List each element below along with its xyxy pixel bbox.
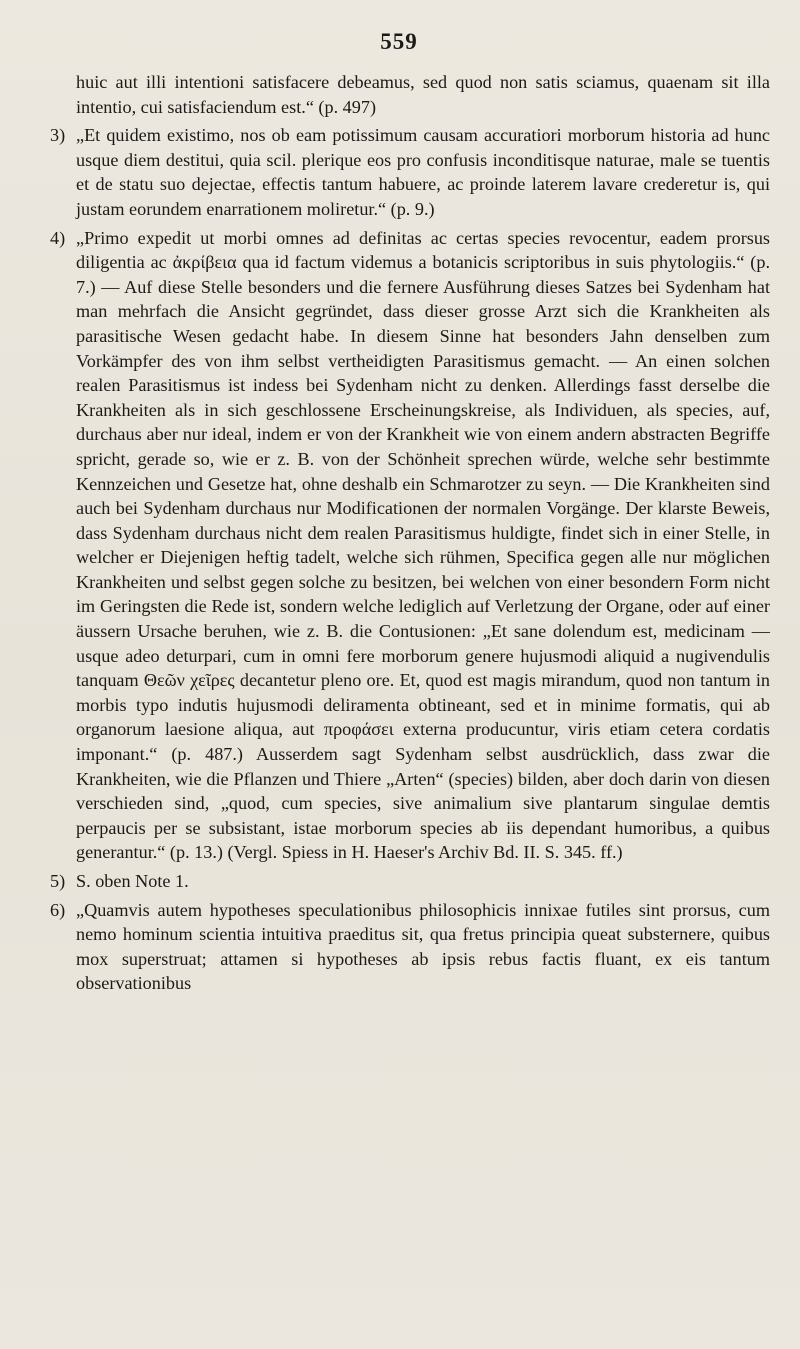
note-text: S. oben Note 1. bbox=[76, 871, 189, 891]
note-number: 4) bbox=[50, 227, 66, 248]
note-text: „Primo expedit ut morbi omnes ad definitas ac certas species revocentur, eadem prorsus diligentia ac ἀκρίβεια qua id factum videmus a botanicis scriptoribus in suis phytologiis.“ (p. 7.) — Auf diese Stelle besonders und die fernere Ausführung dieses Satzes bei Sydenham hat man mehrfach die Ansicht gegründet, dass dieser grosse Arzt sich die Krankheiten als parasitische Wesen gedacht habe. In diesem Sinne hat besonders Jahn denselben zum Vorkämpfer des von ihm selbst vertheidigten Parasitismus gemacht. — An einen solchen realen Parasitismus ist indess bei Sydenham nicht zu denken. Allerdings fasst derselbe die Krankheiten als in sich geschlossene Erscheinungskreise, als Individuen, als species, auf, durchaus aber nur ideal, indem er von der Krankheit wie von einem andern abstracten Begriffe spricht, gerade so, wie er z. B. von der Schönheit sprechen würde, welche sehr bestimmte Kennzeichen und Gesetze hat, ohne deshalb ein Schmarotzer zu seyn. — Die Krankheiten sind auch bei Sydenham durchaus nur Modificationen der normalen Vorgänge. Der klarste Beweis, dass Sydenham durchaus nicht dem realen Parasitismus huldigte, findet sich in einer Stelle, in welcher er Diejenigen heftig tadelt, welche sich rühmen, Specifica gegen alle nur möglichen Krankheiten und selbst gegen solche zu besitzen, bei welchen von einer besondern Form nicht im Geringsten die Rede ist, sondern welche lediglich auf Verletzung der Organe, oder auf einer äussern Ursache beruhen, wie z. B. die Contusionen: „Et sane dolendum est, medicinam — usque adeo deturpari, cum in omni fere morborum genere hujusmodi aliquid a nugivendulis tanquam Θεῶν χεῖρες decantetur pleno ore. Et, quod est magis mirandum, quod non tantum in morbis typo indutis hujusmodi deliramenta obtineant, sed et in minime formatis, qui ab organorum laesione aliqua, aut προφάσει externa producuntur, viris etiam cetera cordatis imponant.“ (p. 487.) Ausserdem sagt Sydenham selbst ausdrücklich, dass zwar die Krankheiten, wie die Pflanzen und Thiere „Arten“ (species) bilden, aber doch darin von diesen verschieden sind, „quod, cum species, sive animalium sive plantarum singulae demtis perpaucis per se subsistant, istae morborum species ab iis dependant humoribus, a quibus generantur.“ (p. 13.) (Vergl. Spiess in H. Haeser's Archiv Bd. II. S. 345. ff.) bbox=[76, 227, 770, 863]
note-5 bbox=[28, 869, 770, 894]
note-4 bbox=[28, 226, 770, 865]
note-number: 5) bbox=[50, 871, 66, 891]
page-number: 559 bbox=[380, 29, 418, 54]
continuation-text bbox=[28, 70, 770, 119]
note-text: „Et quidem existimo, nos ob eam potissimum causam accuratiori morborum historia ad hunc usque diem destitui, quia scil. plerique eos pro confusis inconditisque naturae, male se tuentis et de statu suo dejectae, effectis tantum habuere, ac proinde laterem lavare crederetur is, qui justam eorundem enarrationem moliretur.“ (p. 9.) bbox=[76, 125, 770, 219]
note-3 bbox=[28, 123, 770, 221]
note-text: „Quamvis autem hypotheses speculationibus philosophicis innixae futiles sint prorsus, cum nemo hominum scientia intuitiva praeditus sit, qua fretus principia queat substernere, quibus mox superstruat; attamen si hypotheses ab ipsis rebus factis fluant, ex eis tantum observationibus bbox=[76, 899, 770, 994]
note-number: 6) bbox=[50, 899, 66, 920]
continuation-paragraph: huic aut illi intentioni satisfacere debeamus, sed quod non satis sciamus, quaenam sit illa intentio, cui satisfaciendum est.“ (p. 497) bbox=[76, 72, 770, 117]
footnotes bbox=[28, 70, 770, 996]
note-number: 3) bbox=[50, 125, 66, 146]
note-6 bbox=[28, 898, 770, 996]
